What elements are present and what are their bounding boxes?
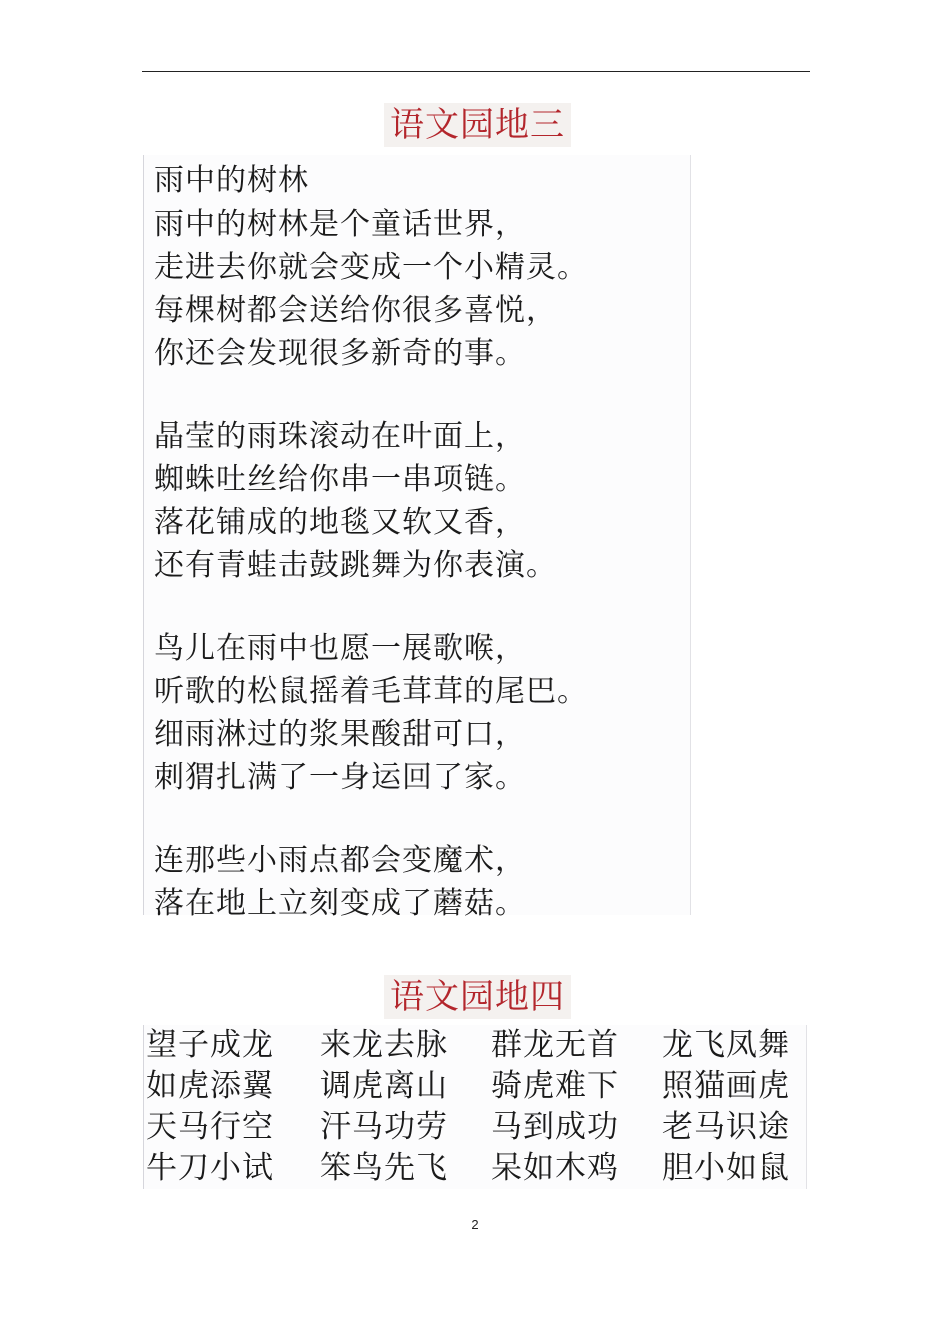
poem-line: 落在地上立刻变成了蘑菇。 xyxy=(154,886,526,921)
poem-line: 晶莹的雨珠滚动在叶面上， xyxy=(154,419,526,454)
idiom-cell: 如虎添翼 xyxy=(146,1068,274,1104)
poem-line: 听歌的松鼠摇着毛茸茸的尾巴。 xyxy=(154,674,588,709)
idiom-table xyxy=(143,1025,807,1189)
poem-line: 每棵树都会送给你很多喜悦， xyxy=(154,293,557,328)
poem-line: 鸟儿在雨中也愿一展歌喉， xyxy=(154,631,526,666)
section-title-3: 语文园地三 xyxy=(384,103,571,147)
idiom-cell: 来龙去脉 xyxy=(320,1027,448,1063)
poem-line: 还有青蛙击鼓跳舞为你表演。 xyxy=(154,548,557,583)
idiom-cell: 群龙无首 xyxy=(491,1027,619,1063)
poem-line: 蜘蛛吐丝给你串一串项链。 xyxy=(154,462,526,497)
idiom-cell: 胆小如鼠 xyxy=(662,1150,790,1186)
idiom-cell: 呆如木鸡 xyxy=(491,1150,619,1186)
idiom-cell: 龙飞凤舞 xyxy=(662,1027,790,1063)
stanza-gap xyxy=(154,375,690,415)
poem-line: 落花铺成的地毯又软又香， xyxy=(154,505,526,540)
section-title-4: 语文园地四 xyxy=(384,975,571,1019)
page-number: 2 xyxy=(471,1217,479,1232)
poem-line: 刺猬扎满了一身运回了家。 xyxy=(154,760,526,795)
idiom-cell: 骑虎难下 xyxy=(491,1068,619,1104)
poem-panel xyxy=(143,155,691,921)
idiom-row xyxy=(144,1107,806,1148)
idiom-cell: 老马识途 xyxy=(662,1109,790,1145)
poem-line: 你还会发现很多新奇的事。 xyxy=(154,336,526,371)
idiom-cell: 汗马功劳 xyxy=(320,1109,448,1145)
poem-line: 细雨淋过的浆果酸甜可口， xyxy=(154,717,526,752)
idiom-cell: 照猫画虎 xyxy=(662,1068,790,1104)
idiom-row xyxy=(144,1066,806,1107)
stanza-gap xyxy=(154,799,690,839)
idiom-row xyxy=(144,1025,806,1066)
poem-line: 走进去你就会变成一个小精灵。 xyxy=(154,250,588,285)
poem-line: 雨中的树林是个童话世界， xyxy=(154,207,526,242)
idiom-cell: 牛刀小试 xyxy=(146,1150,274,1186)
poem-title: 雨中的树林 xyxy=(154,163,309,198)
poem-line: 连那些小雨点都会变魔术， xyxy=(154,843,526,878)
idiom-cell: 马到成功 xyxy=(491,1109,619,1145)
idiom-cell: 天马行空 xyxy=(146,1109,274,1145)
idiom-cell: 望子成龙 xyxy=(146,1027,274,1063)
idiom-cell: 笨鸟先飞 xyxy=(320,1150,448,1186)
header-rule xyxy=(142,71,810,72)
idiom-row xyxy=(144,1148,806,1189)
idiom-cell: 调虎离山 xyxy=(320,1068,448,1104)
stanza-gap xyxy=(154,587,690,627)
